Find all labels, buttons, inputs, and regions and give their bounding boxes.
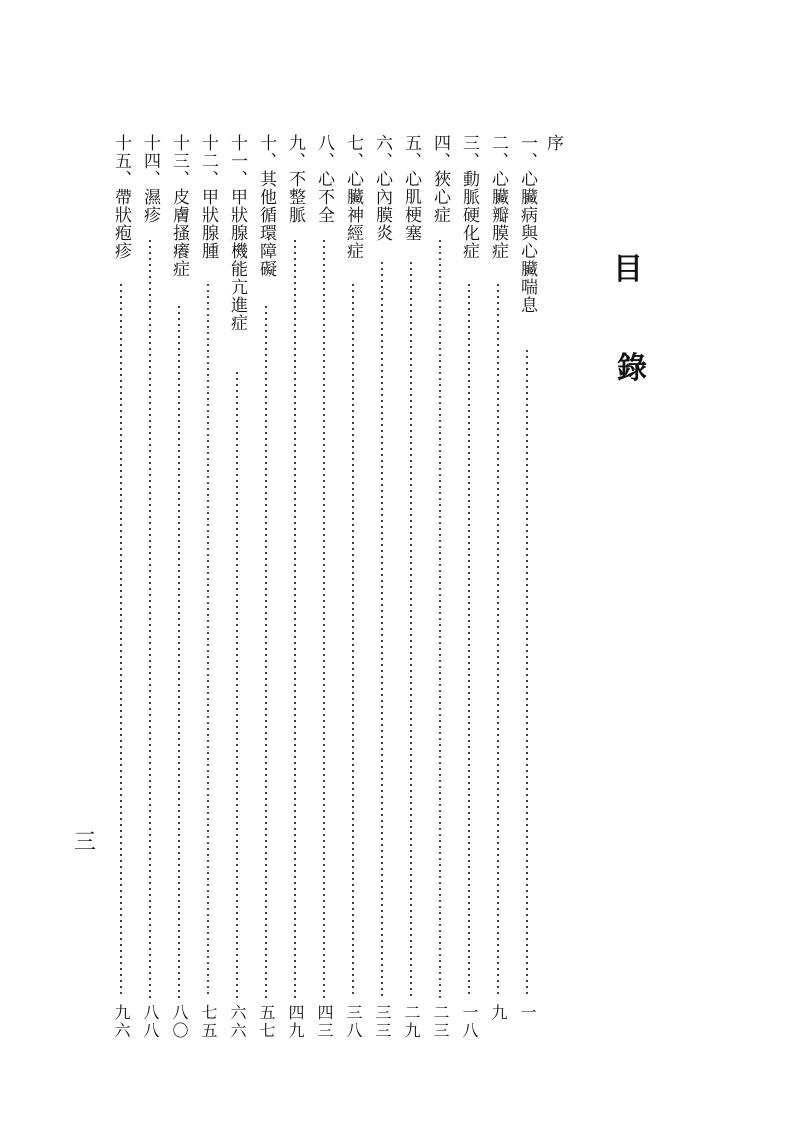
- toc-entry[interactable]: [456, 134, 482, 1044]
- toc-page-number: 一八: [460, 1004, 479, 1040]
- toc-page-number: 六六: [228, 1004, 247, 1040]
- toc-entry-label: 序: [543, 134, 563, 152]
- toc-page-number: 八〇: [170, 1004, 189, 1040]
- toc-entry-label: 一、心臟病與心臟喘息: [517, 134, 537, 314]
- toc-entry[interactable]: [195, 134, 221, 1044]
- contents-title-char-2: 錄: [617, 351, 647, 386]
- toc-entry[interactable]: [224, 134, 250, 1044]
- toc-entry-label: 十二、甲狀腺腫: [198, 134, 218, 260]
- toc-entry-preface[interactable]: [540, 134, 566, 1044]
- toc-page-number: 五七: [257, 1004, 276, 1040]
- dot-leader: [497, 282, 499, 998]
- toc-entry[interactable]: [427, 134, 453, 1044]
- dot-leader: [265, 304, 267, 998]
- dot-leader: [468, 282, 470, 998]
- dot-leader: [439, 238, 441, 998]
- dot-leader: [236, 370, 238, 998]
- toc-entry-label: 六、心內膜炎: [372, 134, 392, 242]
- toc-entry[interactable]: [369, 134, 395, 1044]
- toc-entry[interactable]: [137, 134, 163, 1044]
- dot-leader: [294, 238, 296, 998]
- toc-page-number: 一: [518, 1004, 537, 1022]
- toc-entry-label: 九、不整脈: [285, 134, 305, 224]
- dot-leader: [381, 260, 383, 998]
- toc-entry[interactable]: [282, 134, 308, 1044]
- dot-leader: [323, 238, 325, 998]
- toc-page-number: 九: [489, 1004, 508, 1022]
- toc-page-number: 八八: [141, 1004, 160, 1040]
- toc-entry-label: 十一、甲狀腺機能亢進症: [227, 134, 247, 332]
- toc-entry[interactable]: [166, 134, 192, 1044]
- toc-entry[interactable]: [108, 134, 134, 1044]
- dot-leader: [178, 304, 180, 998]
- toc-entry-label: 十四、濕疹: [140, 134, 160, 224]
- toc-page-number: 四九: [286, 1004, 305, 1040]
- toc-entry[interactable]: [514, 134, 540, 1044]
- toc-entry-label: 二、心臟瓣膜症: [488, 134, 508, 260]
- toc-entry[interactable]: [398, 134, 424, 1044]
- toc-entry-label: 十五、帶狀疱疹: [111, 134, 131, 260]
- toc-page-number: 四三: [315, 1004, 334, 1040]
- toc-entry-label: 五、心肌梗塞: [401, 134, 421, 242]
- toc-page-number: 三八: [344, 1004, 363, 1040]
- toc-entry[interactable]: [340, 134, 366, 1044]
- toc-page-number: 九六: [112, 1004, 131, 1040]
- dot-leader: [410, 260, 412, 998]
- toc-entry-label: 四、狹心症: [430, 134, 450, 224]
- toc-page-number: 三三: [373, 1004, 392, 1040]
- dot-leader: [352, 282, 354, 998]
- toc-entry-label: 十三、皮膚搔癢症: [169, 134, 189, 278]
- contents-title-char-1: 目: [613, 252, 643, 287]
- dot-leader: [207, 282, 209, 998]
- toc-page-number: 七五: [199, 1004, 218, 1040]
- toc-entry-label: 八、心不全: [314, 134, 334, 224]
- toc-entry[interactable]: [485, 134, 511, 1044]
- toc-entry-label: 三、動脈硬化症: [459, 134, 479, 260]
- toc-entry-label: 十、其他循環障礙: [256, 134, 276, 278]
- dot-leader: [526, 348, 528, 998]
- toc-entry[interactable]: [253, 134, 279, 1044]
- toc-page-number: 二九: [402, 1004, 421, 1040]
- toc-entry[interactable]: [311, 134, 337, 1044]
- page-folio-number: 三: [74, 830, 97, 855]
- toc-entry-label: 七、心臟神經症: [343, 134, 363, 260]
- dot-leader: [120, 282, 122, 998]
- dot-leader: [149, 238, 151, 998]
- toc-page-number: 二三: [431, 1004, 450, 1040]
